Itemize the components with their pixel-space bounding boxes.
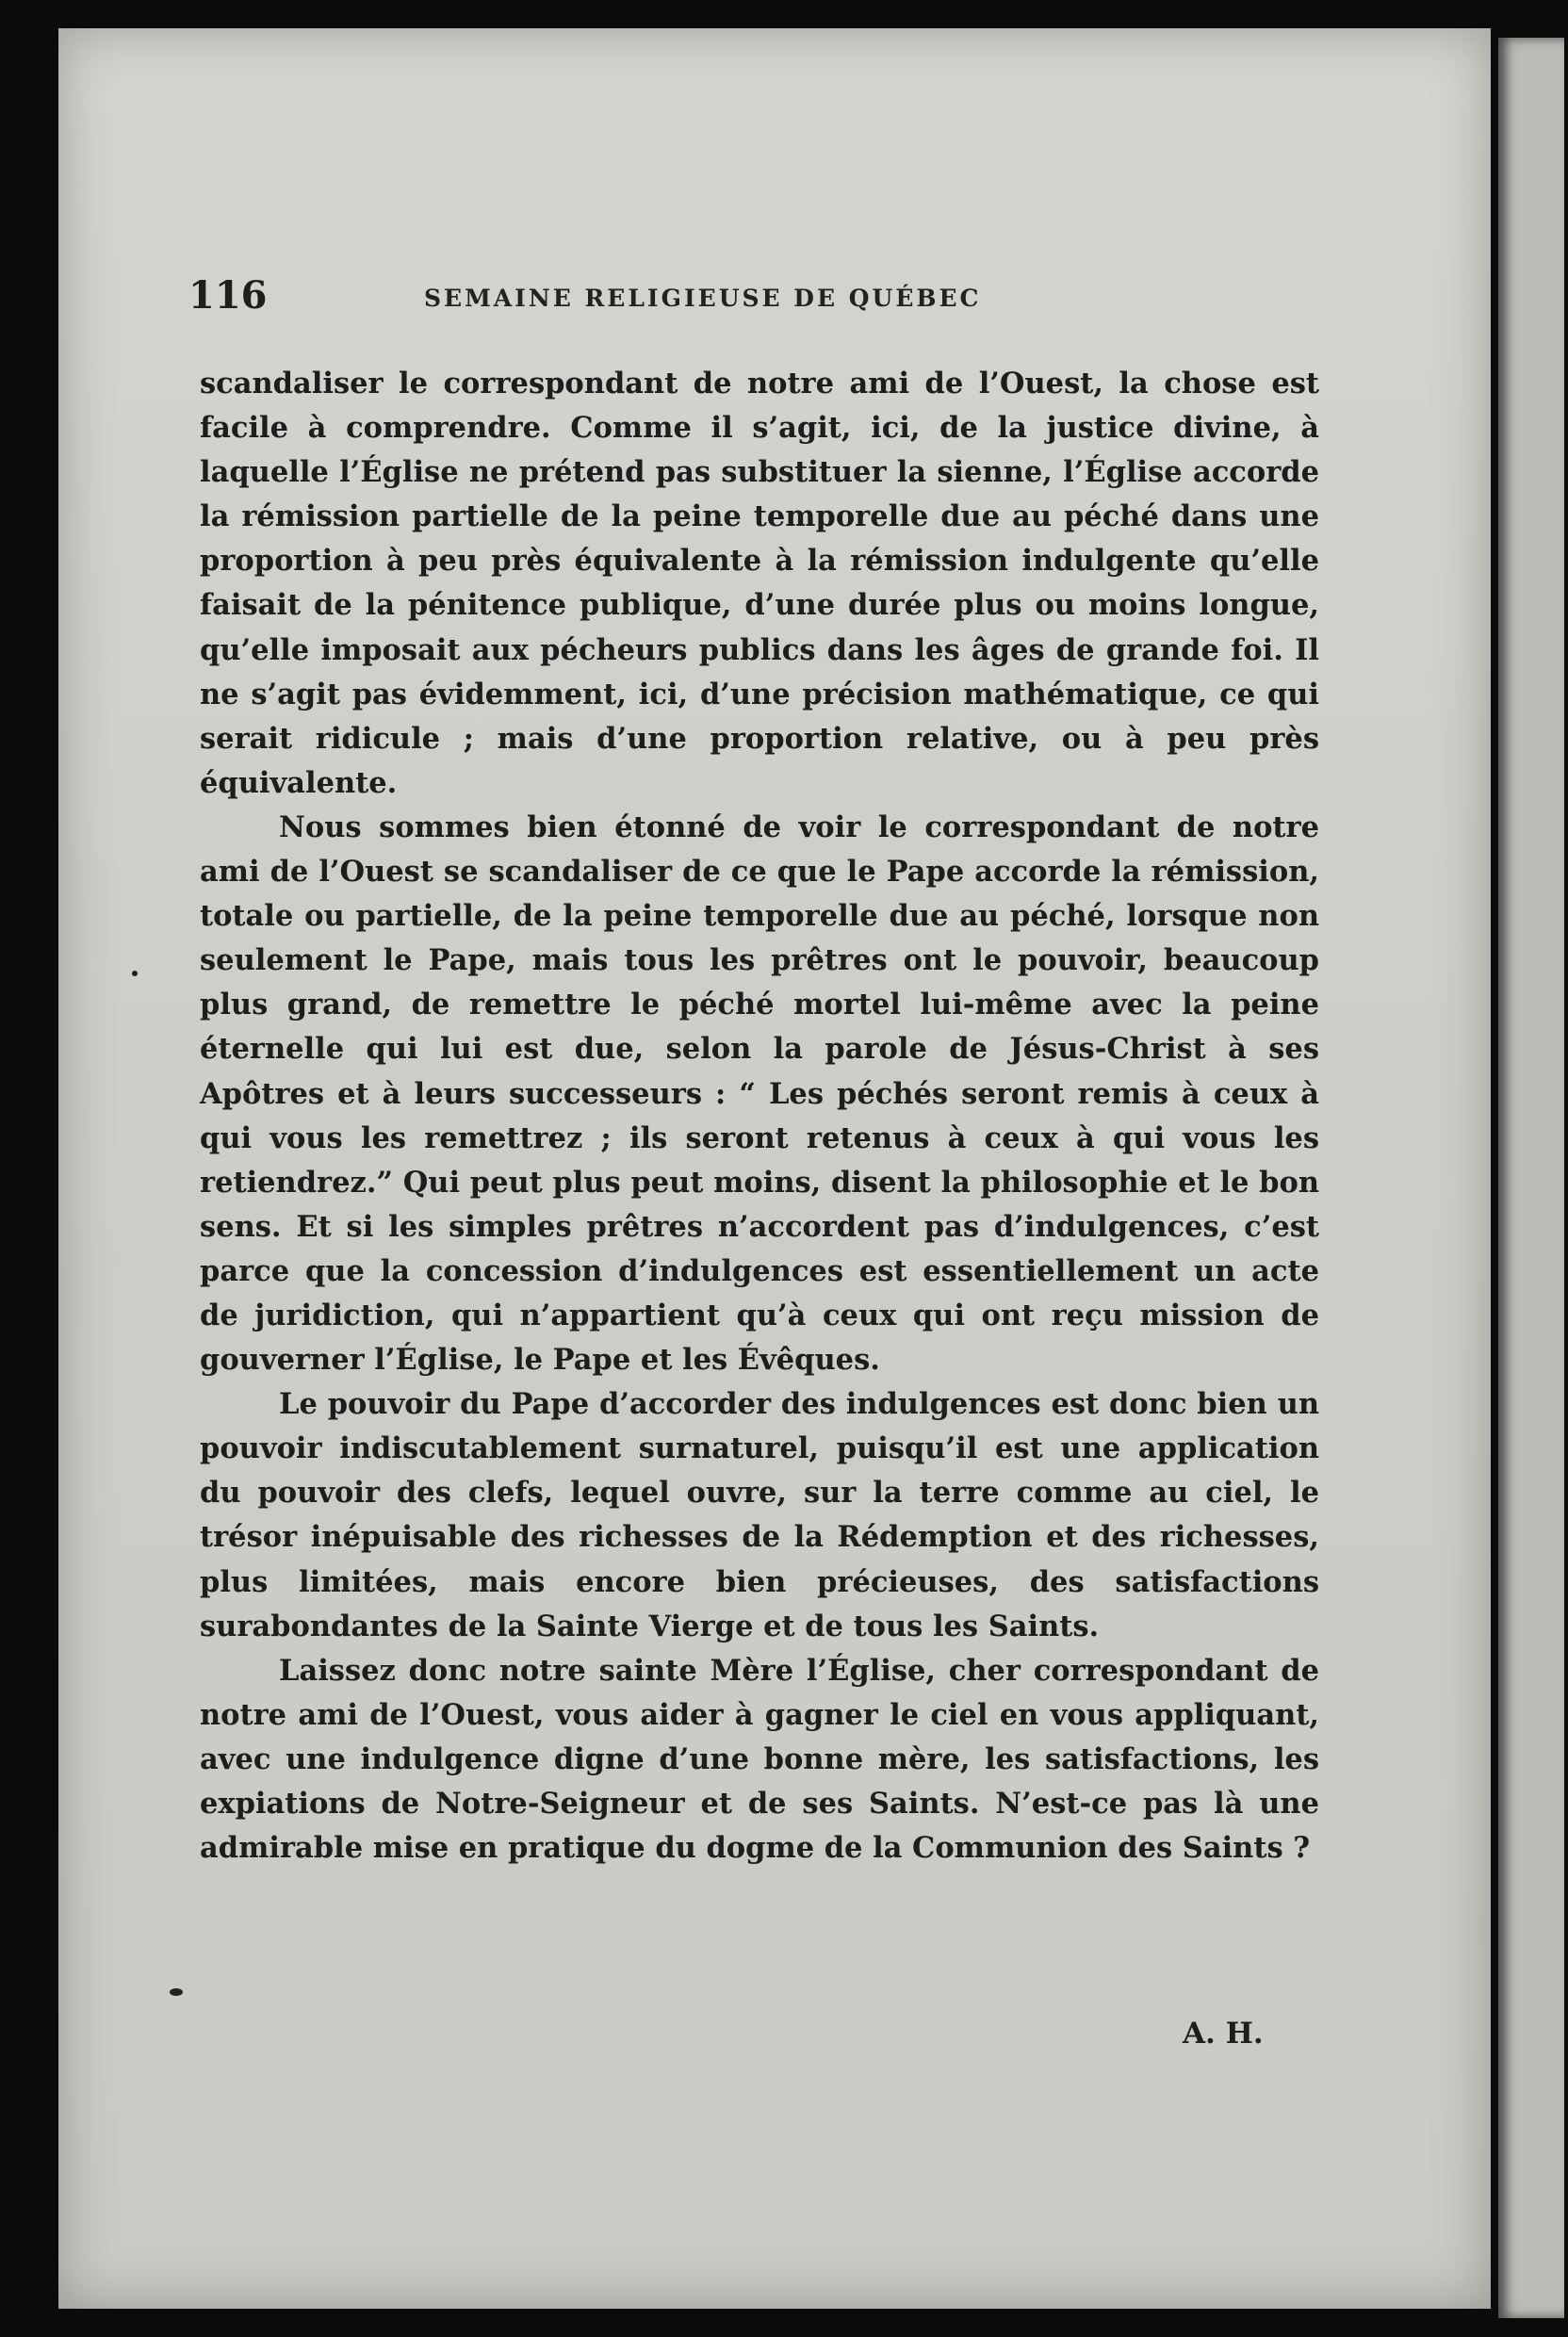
paragraph: Nous sommes bien étonné de voir le correspondant de notre ami de l’Ouest se scandaliser de ce que le Pape accorde la rémission, totale ou partielle, de la peine temporelle due au péché, lorsque non seulement le Pape, mais tous les prêtres ont le pouvoir, beaucoup plus grand, de remettre le péché mortel lui-même avec la peine éternelle qui lui est due, selon la parole de Jésus-Christ à ses Apôtres et à leurs successeurs : “ Les péchés seront remis à ceux à qui vous les remettrez ; ils seront retenus à ceux à qui vous les retiendrez.” Qui peut plus peut moins, disent la philosophie et le bon sens. Et si les simples prêtres n’accordent pas d’indulgences, c’est parce que la concession d’indulgences est essentiellement un acte de juridiction, qui n’appartient qu’à ceux qui ont reçu mission de gouverner l’Église, le Pape et les Évêques. xyxy=(200,809,1319,1378)
page-header xyxy=(188,273,1319,330)
author-signature: A. H. xyxy=(1183,2017,1264,2051)
paragraph: Le pouvoir du Pape d’accorder des indulgences est donc bien un pouvoir indiscutablement surnaturel, puisqu’il est une application du pouvoir des clefs, lequel ouvre, sur la terre comme au ciel, le trésor inépuisable des richesses de la Rédemption et des richesses, plus limitées, mais encore bien précieuses, des satisfactions surabondantes de la Sainte Vierge et de tous les Saints. xyxy=(200,1387,1319,1643)
running-head: SEMAINE RELIGIEUSE DE QUÉBEC xyxy=(424,285,982,312)
scan-speck xyxy=(132,971,138,976)
adjacent-page-edge xyxy=(1498,38,1564,2318)
paragraph: Laissez donc notre sainte Mère l’Église, cher correspondant de notre ami de l’Ouest, vous aider à gagner le ciel en vous appliquant, avec une indulgence digne d’une bonne mère, les satisfactions, les expiations de Notre-Seigneur et de ses Saints. N’est-ce pas là une admirable mise en pratique du dogme de la Communion des Saints ? xyxy=(200,1653,1319,1866)
page-number: 116 xyxy=(188,273,268,318)
scan-speck xyxy=(170,1988,183,1996)
paragraph-continued: scandaliser le correspondant de notre ami de l’Ouest, la chose est facile à comprendre. Comme il s’agit, ici, de la justice divine, à laquelle l’Église ne prétend pas substituer la sienne, l’Église accorde la rémission partielle de la peine temporelle due au péché dans une proportion à peu près équivalente à la rémission indulgente qu’elle faisait de la pénitence publique, d’une durée plus ou moins longue, qu’elle imposait aux pécheurs publics dans les âges de grande foi. Il ne s’agit pas évidemment, ici, d’une précision mathématique, ce qui serait ridicule ; mais d’une proportion relative, ou à peu près équivalente. xyxy=(200,367,1319,800)
article-body xyxy=(200,362,1319,1871)
